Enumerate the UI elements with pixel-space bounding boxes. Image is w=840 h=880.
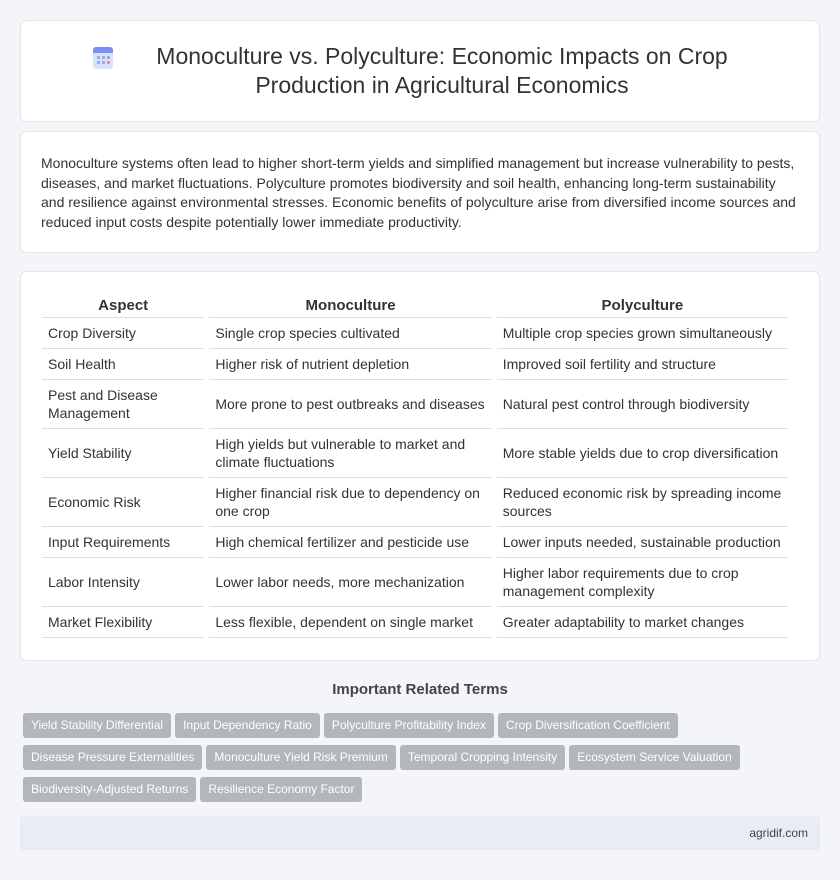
footer (20, 816, 820, 850)
polyculture-cell: Natural pest control through biodiversity (497, 380, 788, 429)
polyculture-cell: Reduced economic risk by spreading income sources (497, 478, 788, 527)
comparison-table (37, 296, 793, 638)
table-row (42, 318, 788, 349)
polyculture-cell: Multiple crop species grown simultaneously (497, 318, 788, 349)
related-term-tag[interactable]: Polyculture Profitability Index (324, 713, 494, 738)
comparison-card (20, 271, 820, 661)
aspect-cell: Labor Intensity (42, 558, 204, 607)
header-aspect: Aspect (42, 296, 204, 318)
table-row (42, 429, 788, 478)
aspect-cell: Soil Health (42, 349, 204, 380)
related-term-tag[interactable]: Disease Pressure Externalities (23, 745, 202, 770)
aspect-cell: Yield Stability (42, 429, 204, 478)
monoculture-cell: More prone to pest outbreaks and diseases (209, 380, 491, 429)
aspect-cell: Pest and Disease Management (42, 380, 204, 429)
summary-text: Monoculture systems often lead to higher short-term yields and simplified management but increase vulnerability to pests, diseases, and market fluctuations. Polyculture promotes biodiversity and soil health, enhancing long-term sustainability and resilience against environmental stresses. Economic benefits of polyculture arise from diversified income sources and reduced input costs despite potentially lower immediate productivity. (41, 155, 796, 230)
related-term-tag[interactable]: Monoculture Yield Risk Premium (206, 745, 395, 770)
monoculture-cell: Less flexible, dependent on single market (209, 607, 491, 638)
table-header-row (42, 296, 788, 318)
table-row (42, 349, 788, 380)
monoculture-cell: Single crop species cultivated (209, 318, 491, 349)
table-row (42, 558, 788, 607)
table-row (42, 527, 788, 558)
header-monoculture: Monoculture (209, 296, 491, 318)
page-title: Monoculture vs. Polyculture: Economic Impacts on Crop Production in Agricultural Economics (156, 43, 728, 98)
related-term-tag[interactable]: Resilience Economy Factor (200, 777, 362, 802)
aspect-cell: Input Requirements (42, 527, 204, 558)
title-card (20, 20, 820, 122)
aspect-cell: Crop Diversity (42, 318, 204, 349)
monoculture-cell: Higher risk of nutrient depletion (209, 349, 491, 380)
related-terms-list (23, 713, 813, 809)
aspect-cell: Market Flexibility (42, 607, 204, 638)
related-term-tag[interactable]: Ecosystem Service Valuation (569, 745, 740, 770)
table-row (42, 607, 788, 638)
header-polyculture: Polyculture (497, 296, 788, 318)
summary-card (20, 131, 820, 253)
document-icon (90, 45, 116, 71)
monoculture-cell: High yields but vulnerable to market and climate fluctuations (209, 429, 491, 478)
related-term-tag[interactable]: Biodiversity-Adjusted Returns (23, 777, 196, 802)
title-wrap (90, 42, 750, 100)
table-row (42, 478, 788, 527)
polyculture-cell: Improved soil fertility and structure (497, 349, 788, 380)
monoculture-cell: Lower labor needs, more mechanization (209, 558, 491, 607)
related-term-tag[interactable]: Yield Stability Differential (23, 713, 171, 738)
monoculture-cell: High chemical fertilizer and pesticide use (209, 527, 491, 558)
related-term-tag[interactable]: Crop Diversification Coefficient (498, 713, 678, 738)
monoculture-cell: Higher financial risk due to dependency on one crop (209, 478, 491, 527)
polyculture-cell: Lower inputs needed, sustainable production (497, 527, 788, 558)
footer-site[interactable]: agridif.com (749, 826, 808, 840)
related-term-tag[interactable]: Input Dependency Ratio (175, 713, 320, 738)
aspect-cell: Economic Risk (42, 478, 204, 527)
related-term-tag[interactable]: Temporal Cropping Intensity (400, 745, 565, 770)
polyculture-cell: More stable yields due to crop diversification (497, 429, 788, 478)
table-row (42, 380, 788, 429)
related-terms-heading: Important Related Terms (332, 681, 508, 698)
polyculture-cell: Higher labor requirements due to crop management complexity (497, 558, 788, 607)
polyculture-cell: Greater adaptability to market changes (497, 607, 788, 638)
